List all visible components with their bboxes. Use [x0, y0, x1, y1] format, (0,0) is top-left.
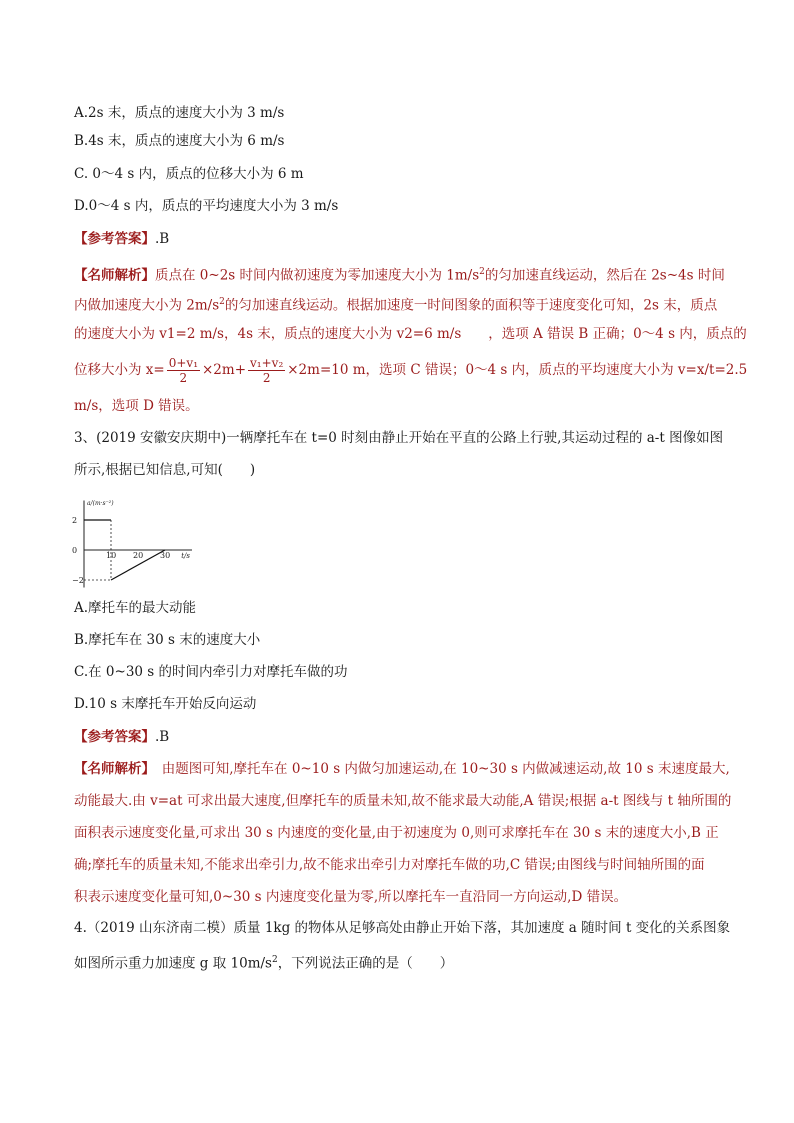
analysis-line-3: 的速度大小为 v1=2 m/s，4s 末，质点的速度大小为 v2=6 m/s ，选项 A 错误 B 正确；0～4 s 内，质点的 [74, 326, 747, 342]
q3-answer-line: 【参考答案】.B [74, 729, 170, 745]
q3-option-c: C.在 0~30 s 的时间内牵引力对摩托车做的功 [74, 664, 348, 680]
q3-stem-2: 所示,根据已知信息,可知( ) [74, 462, 256, 478]
analysis-line-1: 【名师解析】质点在 0~2s 时间内做初速度为零加速度大小为 $1m/s^2$的匀加速直线运动，然后在 2s~4s 时间 [74, 267, 725, 284]
x-tick-label: 10 [106, 551, 117, 560]
x-tick-label: 30 [160, 551, 171, 560]
q3-option-d: D.10 s 末摩托车开始反向运动 [74, 696, 257, 712]
x-axis-label: t/s [181, 552, 190, 560]
fraction-2: $\frac{\text{v₁+v₂}}{2}$ [250, 356, 284, 385]
y-axis-label: a/(m·s⁻²) [87, 500, 114, 507]
analysis-line-4: 位移大小为 x= $\frac{\text{0+v₁}}{2}$ ×2m+ $\frac{\text{v₁+v₂}}{2}$ ×2m=10 m，选项 C 错误；0～4 s 内，质点的平均速度大小为 v=x/t=2.5 [74, 356, 748, 385]
y-tick-label: 0 [72, 546, 78, 555]
answer-tag: 【参考答案】 [74, 231, 155, 247]
q3-analysis-1: 【名师解析】 由题图可知,摩托车在 0~10 s 内做匀加速运动,在 10~30 s 内做减速运动,故 10 s 末速度最大, [74, 761, 730, 777]
q3-analysis-2: 动能最大.由 v=at 可求出最大速度,但摩托车的质量未知,故不能求最大动能,A 错误;根据 a-t 图线与 t 轴所围的 [74, 793, 732, 809]
analysis-tag: 【名师解析】 [74, 267, 155, 284]
fraction-1: $\frac{\text{0+v₁}}{2}$ [168, 356, 198, 385]
q3-option-a: A.摩托车的最大动能 [74, 600, 197, 616]
option-c: C. 0～4 s 内，质点的位移大小为 6 m [74, 166, 304, 182]
q3-analysis-4: 确;摩托车的质量未知,不能求出牵引力,故不能求出牵引力对摩托车做的功,C 错误;由图线与时间轴所围的面 [74, 857, 705, 873]
x-tick-label: 20 [133, 551, 144, 560]
y-tick-label: −2 [72, 576, 84, 585]
analysis-line-5: m/s，选项 D 错误。 [74, 398, 199, 414]
option-b: B.4s 末，质点的速度大小为 6 m/s [74, 133, 285, 149]
option-d: D.0～4 s 内，质点的平均速度大小为 3 m/s [74, 198, 339, 214]
analysis-line-2: 内做加速度大小为 $2m/s^2$的匀加速直线运动。根据加速度一时间图象的面积等于速度变化可知，2s 末，质点 [74, 297, 718, 314]
y-tick-label: 2 [72, 516, 78, 525]
answer-line [74, 229, 169, 249]
q3-analysis-3: 面积表示速度变化量,可求出 30 s 内速度的变化量,由于初速度为 0,则可求摩托车在 30 s 末的速度大小,B 正 [74, 825, 719, 841]
q3-stem-1: 3、(2019 安徽安庆期中)一辆摩托车在 t=0 时刻由静止开始在平直的公路上行驶,其运动过程的 a-t 图像如图 [74, 430, 724, 446]
a-t-chart [66, 488, 206, 588]
q3-analysis-5: 积表示速度变化量可知,0~30 s 内速度变化量为零,所以摩托车一直沿同一方向运动,D 错误。 [74, 889, 628, 905]
answer-value: .B [155, 231, 170, 247]
option-a: A.2s 末，质点的速度大小为 3 m/s [74, 105, 285, 121]
q3-option-b: B.摩托车在 30 s 末的速度大小 [74, 632, 261, 648]
q4-stem-2: 如图所示重力加速度 g 取 $10m/s^2$，下列说法正确的是（ ） [74, 955, 454, 972]
q4-stem-1: 4.（2019 山东济南二模）质量 1kg 的物体从足够高处由静止开始下落，其加速度 a 随时间 t 变化的关系图象 [74, 920, 731, 936]
